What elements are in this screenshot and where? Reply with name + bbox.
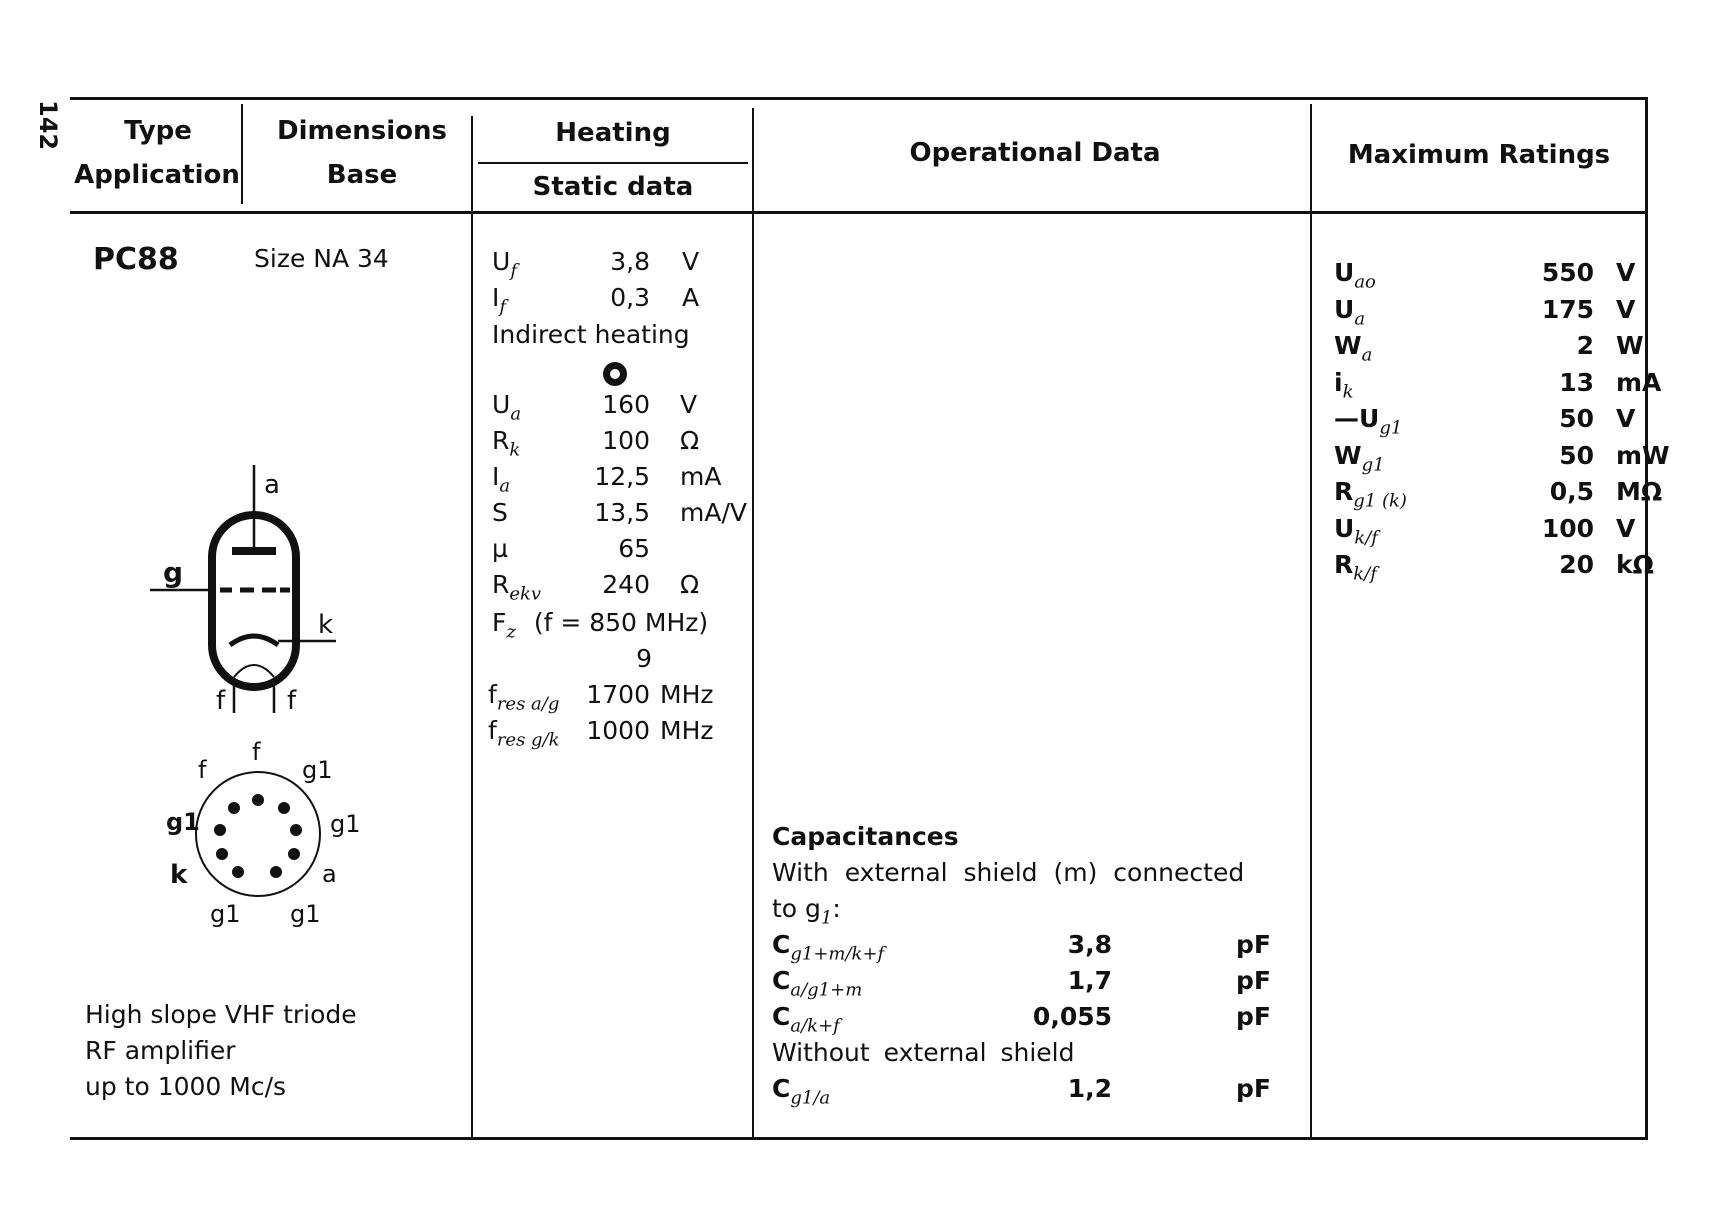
col-divider-2 [752, 108, 754, 1137]
max-unit: W [1616, 331, 1644, 360]
cap-row-no-shield: $C_{g1/a}$ 1,2 pF [772, 1074, 1271, 1109]
cap-subscript: g1+m/k+f [790, 943, 885, 965]
max-symbol: U [1334, 294, 1355, 324]
max-value: 50 [1559, 404, 1594, 433]
tube-symbol [150, 455, 360, 725]
capacitances-shield-line-2: to $g_1$: [772, 894, 841, 929]
capacitances-title: Capacitances [772, 822, 959, 851]
static-value: 12,5 [594, 462, 650, 491]
header-static-data: Static data [532, 172, 694, 202]
col-divider-1 [471, 116, 473, 1137]
static-row [492, 462, 752, 496]
fres-value: 1000 [586, 716, 650, 745]
max-subscript: k/f [1354, 526, 1378, 548]
heating-subscript: f [510, 260, 517, 282]
fres-symbol: f [488, 680, 497, 709]
fres-symbol: f [488, 716, 497, 745]
fres-row [488, 716, 752, 750]
max-unit: kΩ [1616, 550, 1654, 579]
heating-value: 0,3 [610, 283, 650, 312]
base-label-g1-bottom-right: g1 [290, 900, 321, 928]
base-label-k: k [170, 860, 188, 890]
base-label-g1-left: g1 [166, 808, 200, 836]
max-subscript: k [1342, 380, 1354, 402]
heating-unit: V [682, 247, 700, 276]
static-unit: Ω [680, 426, 700, 455]
static-symbol: S [492, 498, 508, 527]
max-value: 13 [1559, 367, 1594, 397]
cap-subscript: a/k+f [790, 1015, 840, 1037]
max-symbol: R [1334, 550, 1354, 579]
cap-symbol: C [772, 966, 791, 995]
max-unit: V [1616, 258, 1636, 287]
symbol-label-g: g [163, 556, 184, 589]
header-base: Base [326, 160, 398, 190]
max-unit: mW [1616, 440, 1670, 470]
static-value: 240 [602, 570, 650, 599]
max-subscript: a [1361, 344, 1373, 366]
max-symbol: R [1334, 477, 1354, 506]
heating-note: Indirect heating [492, 320, 690, 349]
max-unit: mA [1616, 367, 1662, 397]
static-subscript: k [509, 439, 521, 461]
base-label-f-top: f [252, 738, 261, 766]
static-symbol: I [492, 462, 500, 491]
cap-row [772, 966, 1312, 1000]
max-symbol: W [1334, 331, 1362, 360]
static-row [492, 426, 752, 460]
max-symbol: U [1334, 513, 1355, 543]
static-symbol: U [492, 390, 511, 419]
fz-symbol: F [492, 608, 507, 637]
base-symbol-icon [602, 361, 628, 387]
cap-row [772, 1002, 1312, 1036]
max-unit: V [1616, 294, 1636, 324]
max-unit: V [1616, 513, 1636, 543]
max-unit: V [1616, 404, 1636, 433]
static-symbol: R [492, 426, 510, 455]
static-row [492, 570, 752, 604]
table-top-rule [70, 97, 1648, 100]
max-row [1334, 477, 1663, 512]
header-type: Type [124, 116, 192, 146]
max-value: 0,5 [1549, 477, 1594, 506]
page-number: 142 [34, 100, 62, 151]
max-subscript: g1 [1361, 453, 1385, 475]
fz-sub: z [506, 621, 516, 643]
heating-unit: A [682, 283, 700, 312]
max-subscript: g1 (k) [1353, 490, 1407, 512]
tube-size: Size NA 34 [254, 244, 389, 273]
static-row [492, 390, 752, 424]
max-symbol: W [1334, 440, 1362, 470]
static-value: 100 [602, 426, 650, 455]
cap-value: 1,7 [1067, 966, 1112, 995]
cap-value: 3,8 [1067, 930, 1112, 959]
capacitances-shield-line: With external shield (m) connected [772, 858, 1245, 887]
max-value: 2 [1576, 331, 1594, 360]
max-symbol: U [1334, 258, 1355, 287]
fres-unit: MHz [660, 680, 714, 709]
cap-symbol: C [772, 930, 791, 959]
max-row [1334, 440, 1670, 475]
max-subscript: g1 [1379, 417, 1403, 439]
heating-symbol: I [492, 283, 500, 312]
max-value: 550 [1541, 258, 1594, 287]
symbol-label-f2: f [287, 686, 297, 716]
heating-subscript: f [499, 296, 507, 318]
max-row [1334, 367, 1662, 402]
header-divider-type [241, 104, 243, 204]
static-subscript: ekv [509, 583, 542, 605]
max-value: 100 [1541, 513, 1594, 543]
max-subscript: ao [1354, 271, 1376, 293]
fz-condition: (f = 850 MHz) [533, 608, 709, 637]
heating-row [492, 247, 752, 281]
static-subscript: a [499, 475, 511, 497]
fres-value: 1700 [586, 680, 650, 709]
static-value: 65 [618, 534, 650, 563]
max-subscript: k/f [1353, 563, 1377, 585]
header-heating: Heating [555, 118, 671, 148]
cap-symbol: C [772, 1002, 791, 1031]
max-row [1334, 295, 1644, 329]
heating-symbol: U [492, 247, 511, 276]
header-bottom-rule [70, 211, 1648, 214]
cap-subscript: a/g1+m [790, 979, 863, 1001]
max-subscript: a [1354, 307, 1366, 329]
application-line-3: up to 1000 Mc/s [85, 1072, 287, 1101]
static-symbol: µ [492, 534, 508, 563]
max-symbol: —U [1334, 404, 1380, 433]
cap-unit: pF [1236, 966, 1271, 995]
base-label-g1-bottom-left: g1 [210, 900, 241, 928]
max-symbol: i [1334, 367, 1343, 397]
static-subscript: a [510, 403, 522, 425]
max-value: 20 [1559, 550, 1594, 579]
max-row [1334, 331, 1644, 365]
symbol-label-k: k [318, 610, 334, 640]
header-dimensions: Dimensions [277, 116, 447, 146]
application-line-1: High slope VHF triode [85, 1000, 357, 1029]
heating-row [492, 283, 752, 317]
symbol-label-a: a [264, 470, 280, 500]
max-row [1334, 404, 1644, 438]
header-operational-data: Operational Data [909, 138, 1161, 168]
tube-type: PC88 [93, 242, 179, 277]
static-unit: Ω [680, 570, 700, 599]
application-line-2: RF amplifier [85, 1036, 236, 1065]
fres-unit: MHz [660, 716, 714, 745]
symbol-label-f1: f [216, 686, 226, 716]
cap-value: 0,055 [1032, 1002, 1112, 1031]
fz-value: 9 [636, 644, 652, 673]
cap-row [772, 930, 1312, 964]
cap-unit: pF [1236, 1002, 1271, 1031]
static-unit: mA [680, 462, 722, 491]
table-bottom-rule [70, 1137, 1648, 1140]
heating-static-rule [478, 162, 748, 164]
static-value: 160 [602, 390, 650, 419]
static-value: 13,5 [594, 498, 650, 527]
header-application: Application [74, 160, 240, 190]
base-label-f-left: f [198, 756, 207, 784]
fz-row [492, 608, 708, 642]
max-value: 175 [1541, 294, 1594, 324]
table-right-rule [1645, 97, 1648, 1140]
header-maximum-ratings: Maximum Ratings [1347, 140, 1611, 170]
fres-row [488, 680, 752, 714]
base-label-g1-right: g1 [330, 810, 361, 838]
capacitances-no-shield: Without external shield [772, 1038, 1075, 1067]
cap-unit: pF [1236, 930, 1271, 959]
base-label-g1-top-right: g1 [302, 756, 333, 784]
max-value: 50 [1559, 440, 1594, 470]
base-label-a: a [322, 860, 337, 888]
fres-subscript: res a/g [496, 693, 560, 715]
max-unit: MΩ [1616, 477, 1663, 506]
static-unit: mA/V [680, 498, 747, 527]
heating-value: 3,8 [610, 247, 650, 276]
max-row [1334, 514, 1644, 548]
max-row [1334, 550, 1654, 585]
static-unit: V [680, 390, 698, 419]
static-row [492, 534, 752, 568]
max-row [1334, 258, 1644, 292]
static-row [492, 498, 752, 532]
fres-subscript: res g/k [496, 729, 560, 751]
base-pin-diagram [190, 770, 330, 910]
static-symbol: R [492, 570, 510, 599]
